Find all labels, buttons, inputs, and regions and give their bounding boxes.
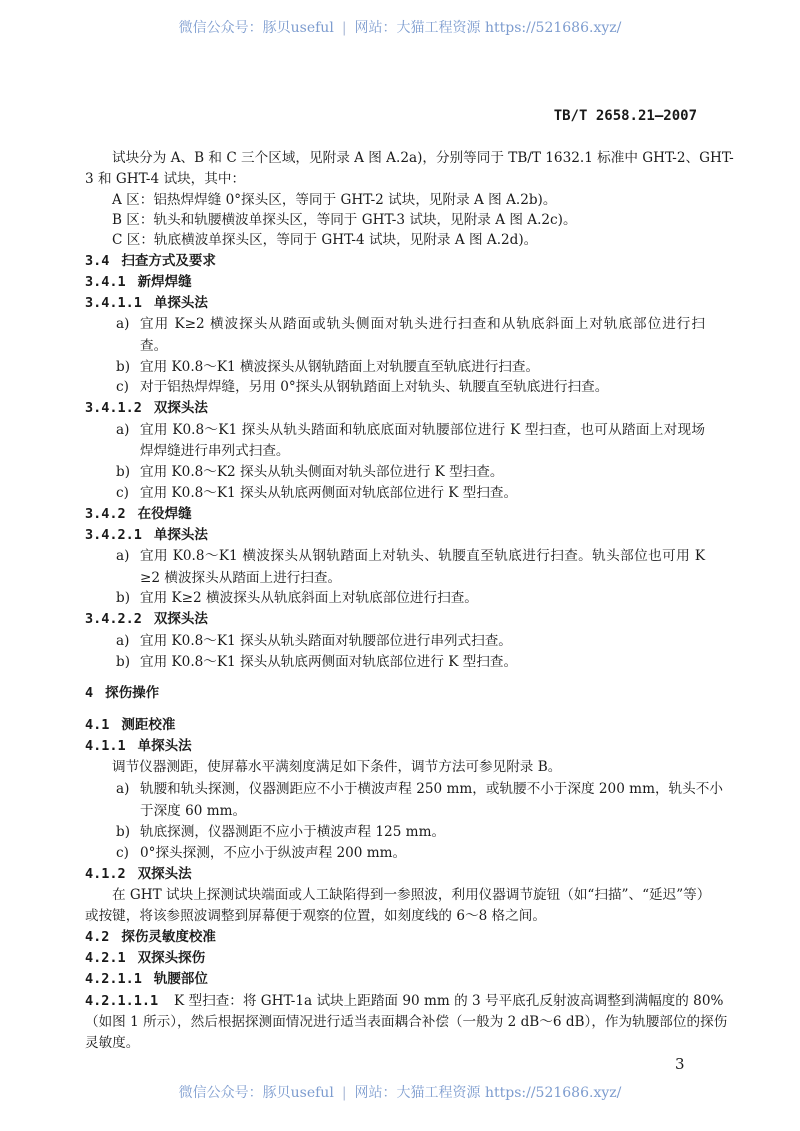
heading-3-4: 3.4 扫查方式及要求 [85,253,216,269]
list-item: 宜用 K0.8～K1 探头从轨头踏面对轨腰部位进行串列式扫查。 [140,633,512,649]
item-label: b) [116,464,131,480]
heading-4-2: 4.2 探伤灵敏度校准 [85,929,216,945]
item-label: a) [116,548,130,564]
zone-c: C 区：轨底横波单探头区，等同于 GHT-4 试块，见附录 A 图 A.2d)。 [112,232,538,248]
list-item: 宜用 K≥2 横波探头从轨底斜面上对轨底部位进行扫查。 [140,590,478,606]
watermark-wechat: 微信公众号：豚贝useful [178,1085,334,1101]
list-item-cont: 于深度 60 mm。 [140,803,247,819]
item-label: c) [116,379,129,395]
list-item: 轨腰和轨头探测，仪器测距应不小于横波声程 250 mm，或轨腰不小于深度 200 mm，轨头不小 [140,781,723,797]
heading-4-2-1-1: 4.2.1.1 轨腰部位 [85,971,208,987]
list-item: 宜用 K0.8～K1 探头从轨头踏面和轨底底面对轨腰部位进行 K 型扫查，也可从踏面上对现场 [140,422,705,438]
heading-4-2-1-1-1: 4.2.1.1.1 [85,993,159,1009]
list-item-cont: 焊焊缝进行串列式扫查。 [140,443,290,459]
watermark-wechat: 微信公众号：豚贝useful [178,20,334,36]
item-label: c) [116,845,129,861]
watermark-website: 网站：大猫工程资源 https://521686.xyz/ [354,1085,622,1101]
list-item: 宜用 K0.8～K1 探头从轨底两侧面对轨底部位进行 K 型扫查。 [140,485,518,501]
page-number: 3 [675,1055,685,1073]
item-label: c) [116,485,129,501]
list-item: 宜用 K0.8～K1 横波探头从钢轨踏面上对轨腰直至轨底进行扫查。 [140,359,540,375]
watermark-bottom [0,1082,800,1102]
list-item: 宜用 K0.8～K1 横波探头从钢轨踏面上对轨头、轨腰直至轨底进行扫查。轨头部位也可用 K [140,548,705,564]
heading-4-2-1: 4.2.1 双探头探伤 [85,950,206,966]
heading-3-4-2-1: 3.4.2.1 单探头法 [85,527,208,543]
heading-3-4-2-2: 3.4.2.2 双探头法 [85,611,208,627]
zone-a: A 区：铝热焊焊缝 0°探头区，等同于 GHT-2 试块，见附录 A 图 A.2b)。 [112,192,557,208]
watermark-website: 网站：大猫工程资源 https://521686.xyz/ [354,20,622,36]
heading-3-4-1: 3.4.1 新焊焊缝 [85,274,192,290]
list-item: 宜用 K≥2 横波探头从踏面或轨头侧面对轨头进行扫查和从轨底斜面上对轨底部位进行扫 [140,316,705,332]
heading-4: 4 探伤操作 [85,685,160,701]
list-item-cont: ≥2 横波探头从踏面上进行扫查。 [140,570,342,586]
list-item: 宜用 K0.8～K1 探头从轨底两侧面对轨底部位进行 K 型扫查。 [140,654,518,670]
paragraph: 调节仪器测距，使屏幕水平满刻度满足如下条件，调节方法可参见附录 B。 [112,759,562,775]
paragraph: 在 GHT 试块上探测试块端面或人工缺陷得到一参照波，利用仪器调节旋钮（如“扫描”、“延迟”等） [112,887,711,903]
list-item: 宜用 K0.8～K2 探头从轨头侧面对轨头部位进行 K 型扫查。 [140,464,504,480]
item-label: b) [116,824,131,840]
watermark-top [0,17,800,37]
item-label: a) [116,316,130,332]
zone-b: B 区：轨头和轨腰横波单探头区，等同于 GHT-3 试块，见附录 A 图 A.2c)。 [112,212,577,228]
paragraph-cont: 灵敏度。 [85,1035,140,1051]
item-label: b) [116,359,131,375]
watermark-separator: | [341,1085,347,1101]
list-item: 轨底探测，仪器测距不应小于横波声程 125 mm。 [140,824,446,840]
standard-number: TB/T 2658.21—2007 [553,108,697,124]
item-label: a) [116,422,130,438]
list-item: 对于铝热焊焊缝，另用 0°探头从钢轨踏面上对轨头、轨腰直至轨底进行扫查。 [140,379,609,395]
heading-3-4-1-1: 3.4.1.1 单探头法 [85,295,208,311]
heading-4-1-2: 4.1.2 双探头法 [85,866,192,882]
paragraph-cont: （如图 1 所示），然后根据探测面情况进行适当表面耦合补偿（一般为 2 dB～6 dB），作为轨腰部位的探伤 [85,1014,728,1030]
item-label: b) [116,654,131,670]
intro-line: 试块分为 A、B 和 C 三个区域，见附录 A 图 A.2a)，分别等同于 TB/T 1632.1 标准中 GHT-2、GHT- [112,150,734,166]
paragraph-cont: 或按键，将该参照波调整到屏幕便于观察的位置，如刻度线的 6～8 格之间。 [85,908,546,924]
item-label: a) [116,781,130,797]
item-label: b) [116,590,131,606]
list-item-cont: 查。 [140,338,168,354]
list-item: 0°探头探测，不应小于纵波声程 200 mm。 [140,845,407,861]
heading-3-4-1-2: 3.4.1.2 双探头法 [85,400,208,416]
heading-4-1: 4.1 测距校准 [85,717,176,733]
item-label: a) [116,633,130,649]
heading-4-1-1: 4.1.1 单探头法 [85,738,192,754]
paragraph: K 型扫查：将 GHT-1a 试块上距踏面 90 mm 的 3 号平底孔反射波高调整到满幅度的 80% [174,993,724,1009]
heading-3-4-2: 3.4.2 在役焊缝 [85,506,192,522]
intro-line: 3 和 GHT-4 试块，其中： [85,171,246,187]
watermark-separator: | [341,20,347,36]
